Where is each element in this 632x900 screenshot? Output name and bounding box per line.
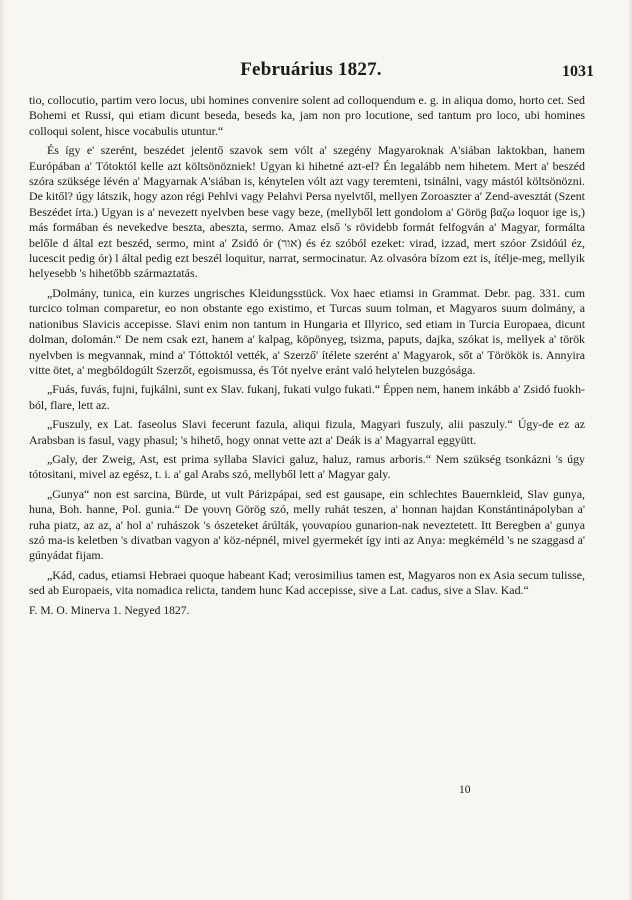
paragraph-1: tio, collocutio, partim vero locus, ubi homines convenire solent ad colloquendum e. g. in aliqua domo, horto cet. Sed Bohemi et Russi, qui etiam dicunt beseda, beseds ka, jam non pro locutione, sed tantum pro loco, ubi homines colloqui solent, hisce vocabulis utuntur.“ [29,93,585,138]
paragraph-3: „Dolmány, tunica, ein kurzes ungrisches Kleidungsstück. Vox haec etiamsi in Grammat. Debr. pag. 331. cum turcico tolman comparetur, eo non obstante ego existimo, et Turcas suum tolman, et Magyaros suum dolmány, a nationibus Slavicis accepisse. Slavi enim non tantum in Hungaria et Illyrico, sed etiam in Turcia Europaea, dicunt dolman, dolomán.“ De nem csak ezt, hanem a' kalpag, köpönyeg, tsizma, paputs, dajka, szókat is, mellyek a' török nyelvben is megvannak, mind a' Tóttoktól vették, a' Szerző' ítélete szerént a' Magyarok, sőt a' Törökök is. Annyira vitte ötet, a' megbóldogúlt Szerzőt, egoismussa, és Tót nyelve eránt való helytelen buzgósága. [29,285,585,377]
signature-mark: 10 [459,784,471,796]
running-header [28,59,594,87]
paragraph-6: „Galy, der Zweig, Ast, est prima syllaba Slavici galuz, haluz, ramus arboris.“ Nem szükség tsonkázni 's úgy tótositani, mivel az egész, t. i. a' gal Arabs szó, mellyből lett a' Magyar galy. [29,451,585,482]
paragraph-7: „Gunya“ non est sarcina, Bürde, ut vult Párizpápai, sed est gausape, ein schlechtes Bauernkleid, Slav gunya, huna, Boh. hanne, Pol. gunia.“ De γουνη Görög szó, melly ruhát teszen, a' honnan hajdan Konstántinápolyban a' ruha piatz, az az, a' hol a' ruhászok 's ószeteket árúlták, γουναρίου gunarion-nak neveztetett. Itt Beregben a' gunya szó ma-is keletben 's divatban vagyon a' köz-népnél, mivel gyermekét így inti az Anya: megkéméld 's ne szaggasd a' gúnyádat fijam. [29,486,585,563]
page-edge-left [0,0,6,900]
article-body [29,93,585,618]
paragraph-4: „Fuás, fuvás, fujni, fujkálni, sunt ex Slav. fukanj, fukati vulgo fukati.“ Éppen nem, hanem inkább a' Zsidó fuokh-ból, flare, lett az. [29,382,585,412]
page-edge-right [628,0,632,900]
header-title: Februárius 1827. [240,59,382,80]
source-reference: F. M. O. Minerva 1. Negyed 1827. [29,603,190,617]
paragraph-8: „Kád, cadus, etiamsi Hebraei quoque habeant Kad; verosimilius tamen est, Magyaros non ex Asia secum tulisse, sed ab Europaeis, vita nomadica relicta, tandem hunc Kad accepisse, sive a Lat. cadus, sive a Slav. Kad.“ [29,567,585,598]
page-number: 1031 [562,63,594,80]
paragraph-5: „Fuszuly, ex Lat. faseolus Slavi fecerunt fazula, aliqui fizula, Magyari fuszuly, alii paszuly.“ Úgy-de ez az Arabsban is fasul, vagy phasul; 's hihető, hogy onnat vette azt a' Deák is a' Magyarral eggyütt. [29,417,585,447]
paragraph-2: És így e' szerént, beszédet jelentő szavok sem vólt a' szegény Magyaroknak A'siában laktokban, hanem Európában a' Tótoktól kelle azt költsönözniek! Ugyan ki hihetné azt-el? Én legalább nem hihetem. Mert a' beszéd szóra szüksége lévén a' Magyarnak A'siában is, kénytelen vólt azt vagy teremteni, tsinálni, vagy mástól költsönözni. De kitől? úgy látszik, hogy azon régi Pehlvi vagy Pelahvi Persa nyelvtől, mellyen Zoroaszter a' Zend-avesztát (Szent Beszédet írta.) Ugyan is a' nevezett nyelvben bese vagy beze, (mellyből lett gondolom a' Görög βαζω loquor ige is,) más formában és nevekedve beszta, abeszta, sermo. Amaz első 's rövidebb formát felfogván a' Magyar, formálta belőle d által ezt beszéd, sermo, mint a' Zsidó ór (אור) és éz szóból ezeket: virad, izzad, mert szóor Zsidóúl éz, lucescit pedig ór) l által pedig ezt beszél loquitur, narrat, sermocinatur. Az olvasóra bízom ezt is, ítélje-meg, mellyik helyesebb 's hihetőbb származtatás. [29,143,585,281]
